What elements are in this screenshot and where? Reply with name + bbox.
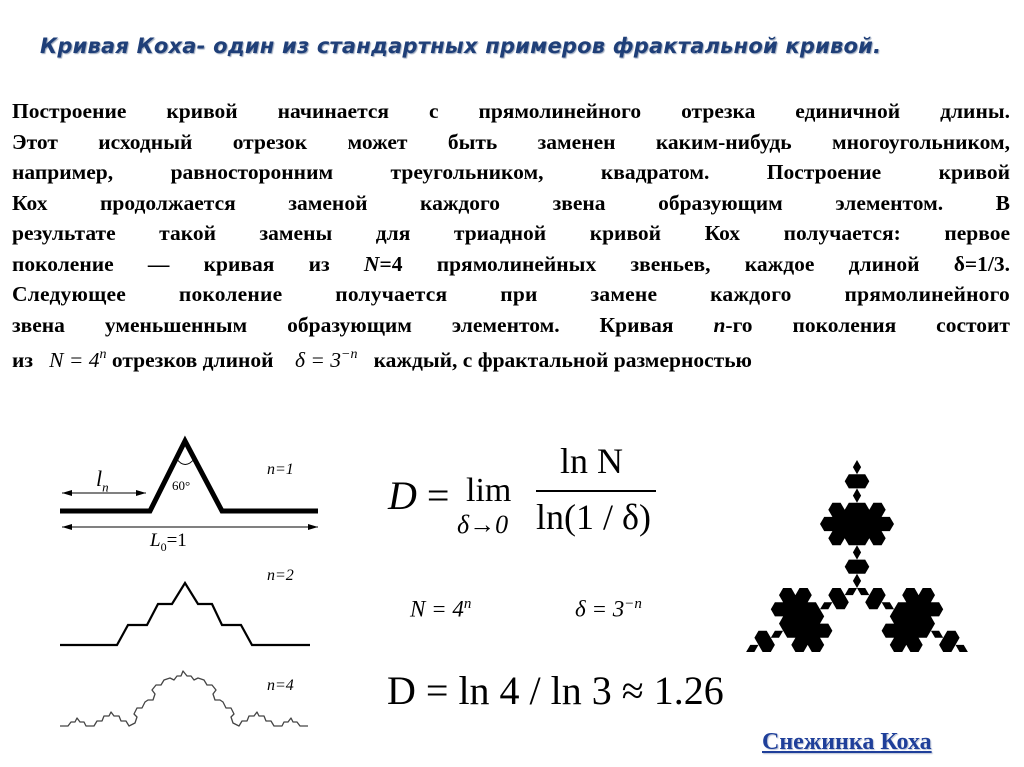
variable-N: N <box>363 251 380 276</box>
paragraph-text: звена уменьшенным образующим элементом. Кривая <box>12 312 714 337</box>
inline-formula-delta: $\delta = 3^{-n}$ <box>294 347 358 372</box>
label-n1: n=1 <box>267 461 294 478</box>
formula-D: D = <box>388 473 450 518</box>
snowflake-caption: Снежинка Коха <box>762 729 932 755</box>
formula-numerator: ln N <box>560 441 623 481</box>
slide-title: Кривая Коха- один из стандартных примеров фрактальной кривой. <box>40 34 882 58</box>
paragraph-line: Построение кривой начинается с прямолинейного отрезка единичной длины. <box>12 99 1010 123</box>
paragraph-text: каждый, с фрактальной размерностью <box>373 348 752 372</box>
inline-formula-N: $N = 4^n$ <box>49 347 107 372</box>
formula-result: D = ln 4 / ln 3 ≈ 1.26 <box>387 668 724 713</box>
formula-denominator: ln(1 / δ) <box>536 497 651 537</box>
paragraph-line: Кох продолжается заменой каждого звена образующим элементом. В <box>12 190 1010 215</box>
formula-delta: $\delta = 3^{-n}$ <box>575 596 642 622</box>
label-angle: 60° <box>172 478 191 493</box>
paragraph-line: Следующее поколение получается при замене каждого прямолинейного <box>12 282 1010 306</box>
formula-lim-sub: δ→0 <box>457 510 509 539</box>
paragraph-line: результате такой замены для триадной кривой Кох получается: первое <box>12 221 1010 245</box>
label-n4: n=4 <box>267 677 294 694</box>
paragraph-text: =4 прямолинейных звеньев, каждое длиной δ=1/3. <box>379 251 1010 276</box>
label-L0: $L_0=1$ <box>150 530 187 554</box>
paragraph-text: поколение — кривая из <box>12 251 364 276</box>
paragraph-text: из <box>12 348 34 372</box>
variable-n: n <box>713 312 726 337</box>
label-l-n: $l_n$ <box>96 466 109 495</box>
formula-lim: lim <box>466 472 512 509</box>
formula-N: $N = 4^n$ <box>410 596 472 622</box>
label-n2: n=2 <box>267 567 294 584</box>
paragraph-line: например, равносторонним треугольником, квадратом. Построение кривой <box>12 160 1010 184</box>
paragraph-text: отрезков длиной <box>111 348 274 372</box>
paragraph-text: -го поколения состоит <box>725 312 1010 337</box>
paragraph-line: Этот исходный отрезок может быть заменен каким-нибудь многоугольником, <box>12 129 1010 154</box>
